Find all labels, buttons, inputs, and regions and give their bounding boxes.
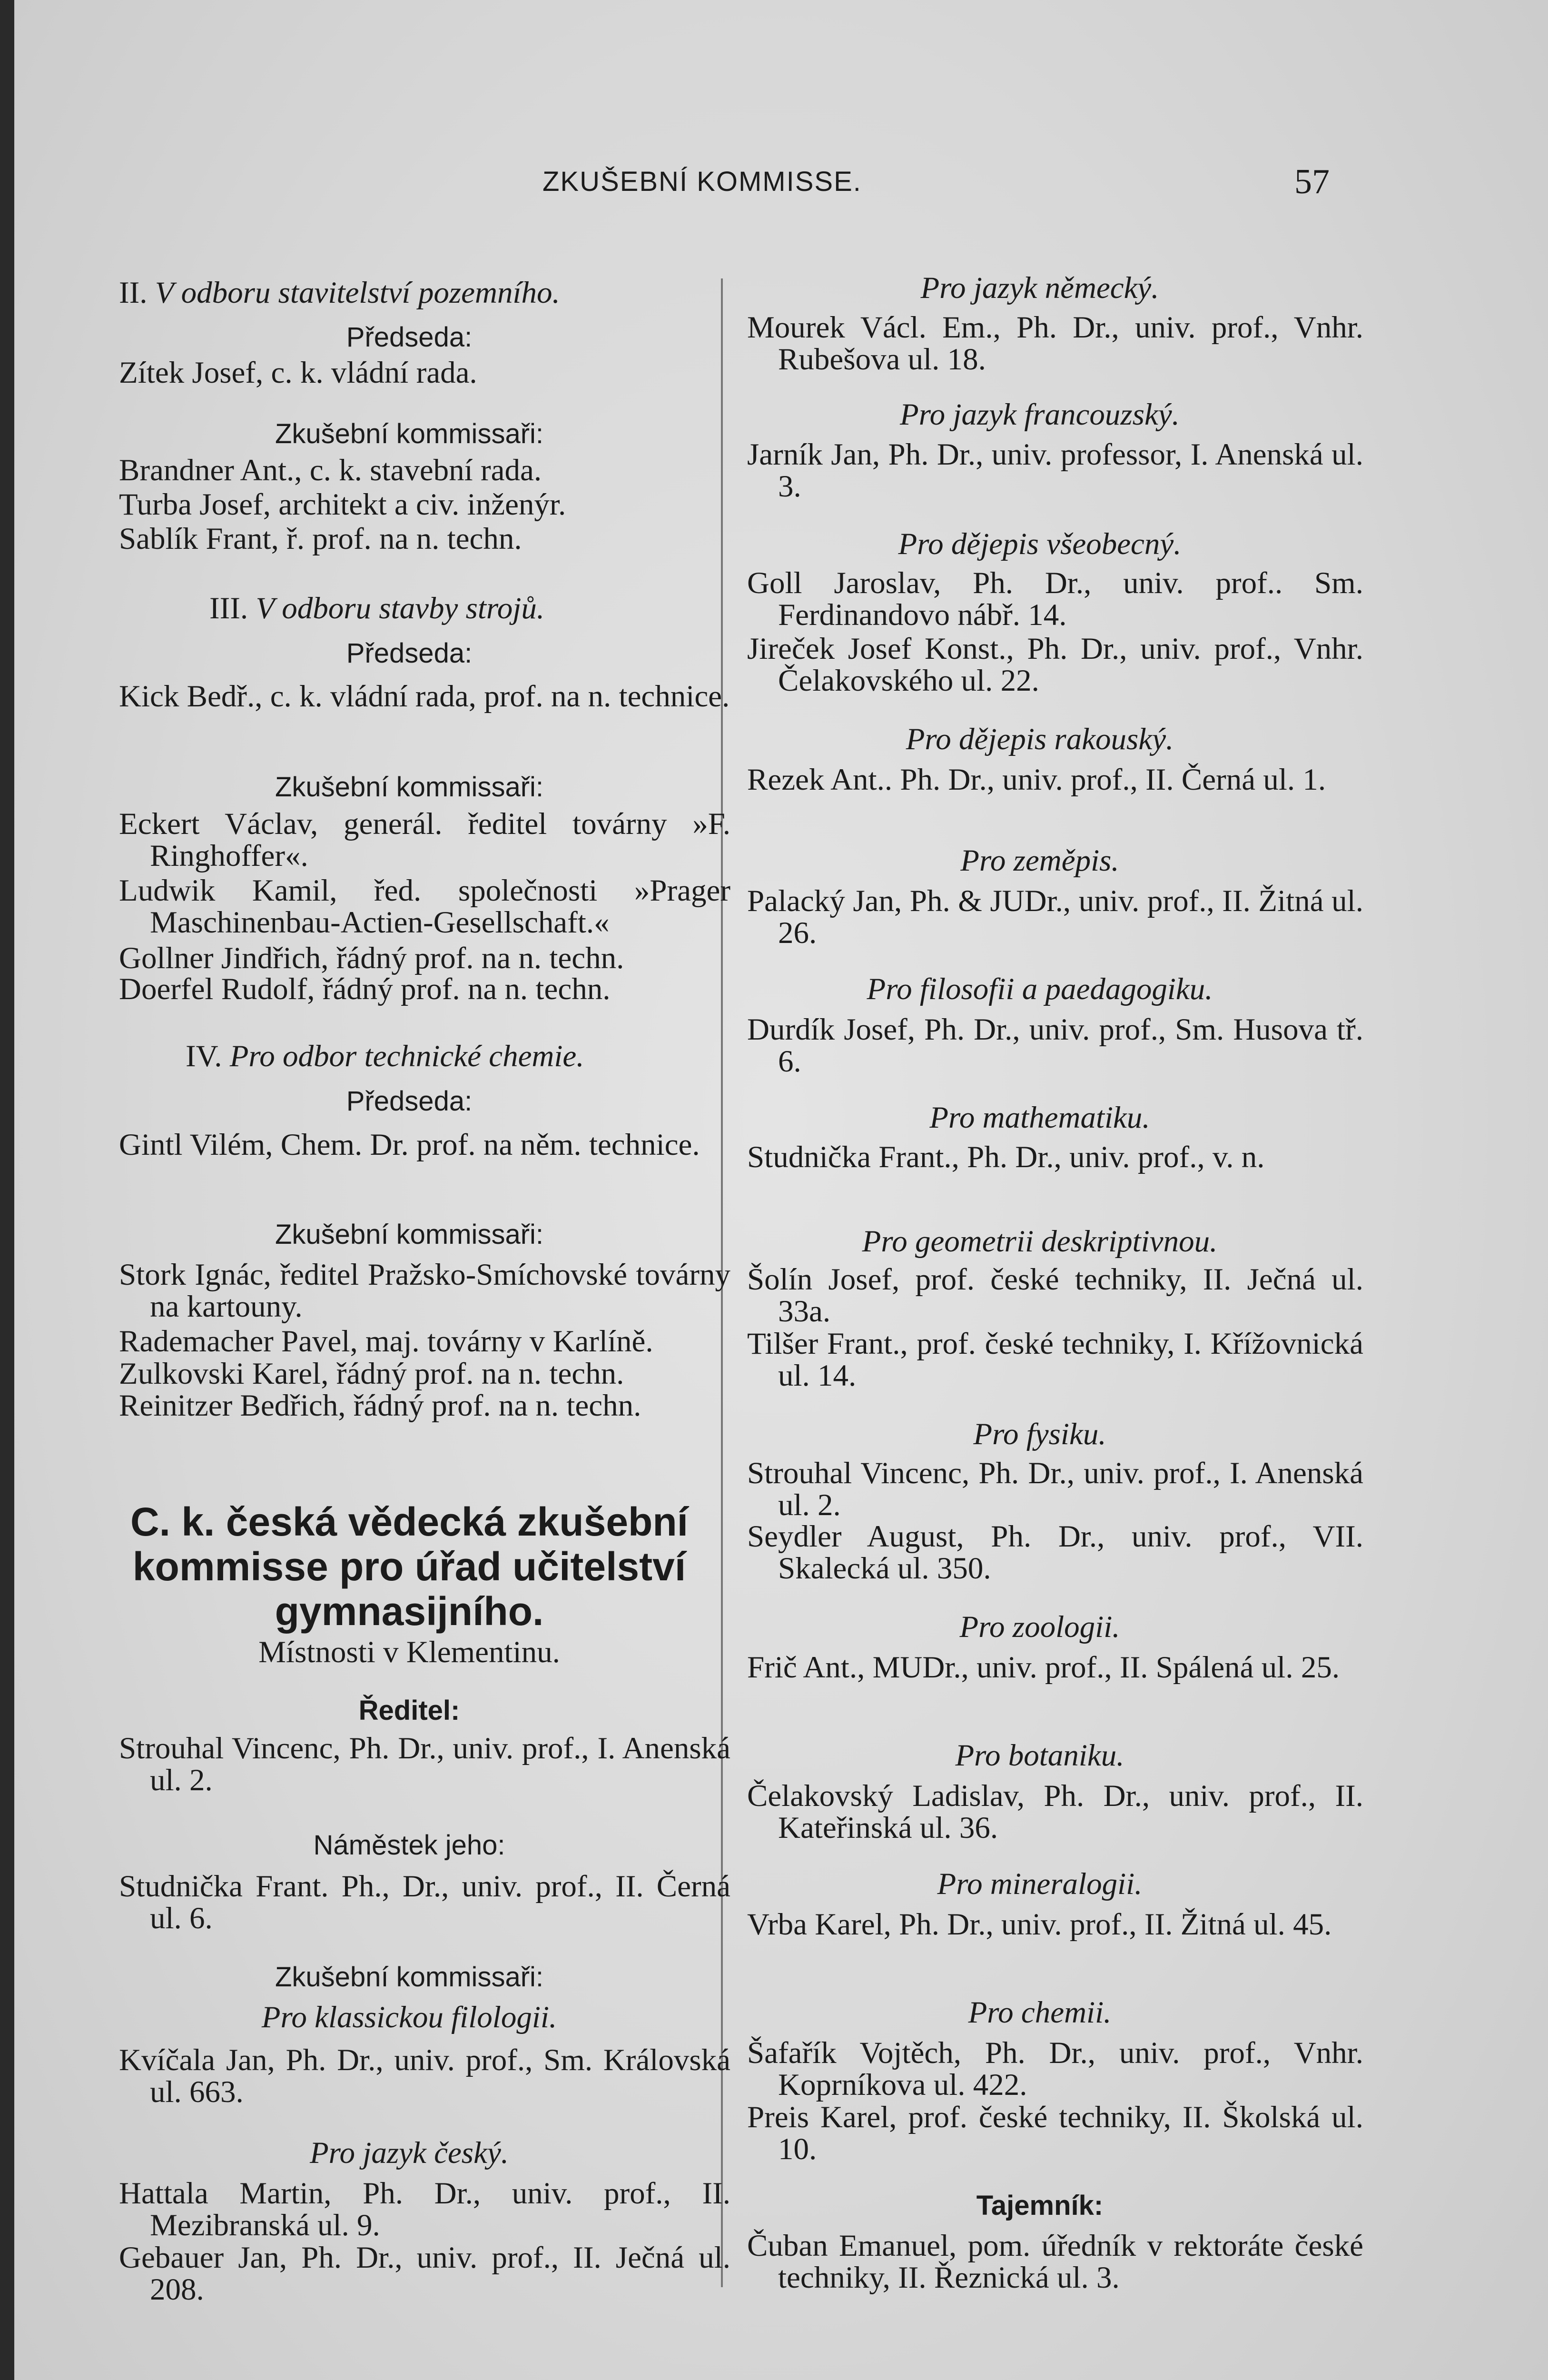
subject-heading: Pro jazyk český. [309,2136,509,2170]
list-item: Čelakovský Ladislav, Ph. Dr., univ. prof., II. Kateřinská ul. 36. [747,1779,1363,1845]
list-item: Zulkovski Karel, řádný prof. na n. techn. [119,1357,624,1391]
section-title: V odboru stavby strojů. [256,591,545,625]
list-item: Turba Josef, architekt a civ. inženýr. [119,487,566,522]
section-number: IV. [186,1039,222,1073]
deputy-heading: Náměstek jeho: [313,1830,505,1861]
subject-heading: Pro jazyk německý. [920,271,1159,305]
list-item: Jarník Jan, Ph. Dr., univ. professor, I. Anenská ul. 3. [747,437,1363,504]
subject-heading: Pro mathematiku. [929,1101,1150,1135]
list-item: Strouhal Vincenc, Ph. Dr., univ. prof., I. Anenská ul. 2. [119,1731,730,1797]
examiners-heading: Zkušební kommissaři: [275,772,544,803]
subject-heading: Pro mineralogii. [937,1867,1143,1901]
list-item: Doerfel Rudolf, řádný prof. na n. techn. [119,972,611,1006]
section-heading [119,593,700,625]
list-item: Frič Ant., MUDr., univ. prof., II. Spálená ul. 25. [747,1650,1340,1685]
section-heading [119,277,700,309]
list-item: Durdík Josef, Ph. Dr., univ. prof., Sm. Husova tř. 6. [747,1012,1363,1079]
subject-heading: Pro fysiku. [973,1417,1106,1451]
location-line: Místnosti v Klementinu. [258,1635,560,1669]
list-item: Rezek Ant.. Ph. Dr., univ. prof., II. Černá ul. 1. [747,763,1326,797]
list-item: Jireček Josef Konst., Ph. Dr., univ. prof., Vnhr. Čelakovského ul. 22. [747,632,1363,698]
page-number: 57 [1294,162,1330,201]
list-item: Kick Bedř., c. k. vládní rada, prof. na n. technice. [119,679,730,714]
subject-heading: Pro dějepis rakouský. [906,722,1174,756]
list-item: Gebauer Jan, Ph. Dr., univ. prof., II. Ječná ul. 208. [119,2241,730,2307]
section-title: Pro odbor technické chemie. [229,1039,584,1073]
subject-heading: Pro filosofii a paedagogiku. [867,972,1213,1006]
list-item: Brandner Ant., c. k. stavební rada. [119,453,542,487]
list-item: Gollner Jindřich, řádný prof. na n. techn. [119,941,624,975]
list-item: Studnička Frant. Ph., Dr., univ. prof., II. Černá ul. 6. [119,1869,730,1935]
list-item: Gintl Vilém, Chem. Dr. prof. na něm. technice. [119,1128,700,1162]
list-item: Hattala Martin, Ph. Dr., univ. prof., II. Mezibranská ul. 9. [119,2176,730,2242]
list-item: Reinitzer Bedřich, řádný prof. na n. techn. [119,1388,641,1423]
list-item: Palacký Jan, Ph. & JUDr., univ. prof., II. Žitná ul. 26. [747,884,1363,950]
page-edge [0,0,14,2380]
subject-heading: Pro dějepis všeobecný. [898,527,1182,561]
list-item: Eckert Václav, generál. ředitel továrny »F. Ringhoffer«. [119,807,730,873]
list-item: Zítek Josef, c. k. vládní rada. [119,356,477,390]
secretary-heading: Tajemník: [976,2190,1104,2221]
subject-heading: Pro klassickou filologii. [261,2000,557,2034]
chair-heading: Předseda: [346,638,473,669]
list-item: Seydler August, Ph. Dr., univ. prof., VII. Skalecká ul. 350. [747,1519,1363,1586]
examiners-heading: Zkušební kommissaři: [275,1962,544,1993]
subject-heading: Pro zoologii. [959,1610,1120,1644]
section-title: V odboru stavitelství pozemního. [155,276,560,310]
list-item: Studnička Frant., Ph. Dr., univ. prof., v. n. [747,1140,1265,1174]
main-heading: C. k. česká vědecká zkušební kommisse pro úřad učitelství gymnasijního. [130,1499,689,1634]
director-heading: Ředitel: [358,1695,460,1726]
list-item: Stork Ignác, ředitel Pražsko-Smíchovské továrny na kartouny. [119,1258,730,1324]
list-item: Šafařík Vojtěch, Ph. Dr., univ. prof., Vnhr. Koprníkova ul. 422. [747,2036,1363,2102]
list-item: Rademacher Pavel, maj. továrny v Karlíně. [119,1324,653,1359]
list-item: Kvíčala Jan, Ph. Dr., univ. prof., Sm. Královská ul. 663. [119,2043,730,2109]
list-item: Mourek Václ. Em., Ph. Dr., univ. prof., Vnhr. Rubešova ul. 18. [747,310,1363,377]
list-item: Sablík Frant, ř. prof. na n. techn. [119,522,522,556]
chair-heading: Předseda: [346,322,473,353]
subject-heading: Pro jazyk francouzský. [900,397,1180,432]
list-item: Ludwik Kamil, řed. společnosti »Prager Maschinenbau-Actien-Gesellschaft.« [119,873,730,940]
running-title: ZKUŠEBNÍ KOMMISSE. [542,166,862,197]
list-item: Čuban Emanuel, pom. úředník v rektoráte české techniky, II. Řeznická ul. 3. [747,2229,1363,2295]
section-number: II. [119,276,148,310]
list-item: Tilšer Frant., prof. české techniky, I. Křížovnická ul. 14. [747,1327,1363,1393]
list-item: Strouhal Vincenc, Ph. Dr., univ. prof., I. Anenská ul. 2. [747,1456,1363,1522]
list-item: Šolín Josef, prof. české techniky, II. Ječná ul. 33a. [747,1262,1363,1329]
list-item: Preis Karel, prof. české techniky, II. Školská ul. 10. [747,2100,1363,2166]
examiners-heading: Zkušební kommissaři: [275,1219,544,1250]
subject-heading: Pro botaniku. [955,1738,1124,1773]
subject-heading: Pro zeměpis. [960,843,1119,878]
section-heading [119,1041,700,1072]
section-number: III. [209,591,248,625]
subject-heading: Pro geometrii deskriptivnou. [862,1224,1218,1259]
subject-heading: Pro chemii. [968,1995,1112,2030]
chair-heading: Předseda: [346,1086,473,1117]
list-item: Goll Jaroslav, Ph. Dr., univ. prof.. Sm. Ferdinandovo nábř. 14. [747,566,1363,632]
examiners-heading: Zkušební kommissaři: [275,418,544,449]
list-item: Vrba Karel, Ph. Dr., univ. prof., II. Žitná ul. 45. [747,1907,1332,1942]
